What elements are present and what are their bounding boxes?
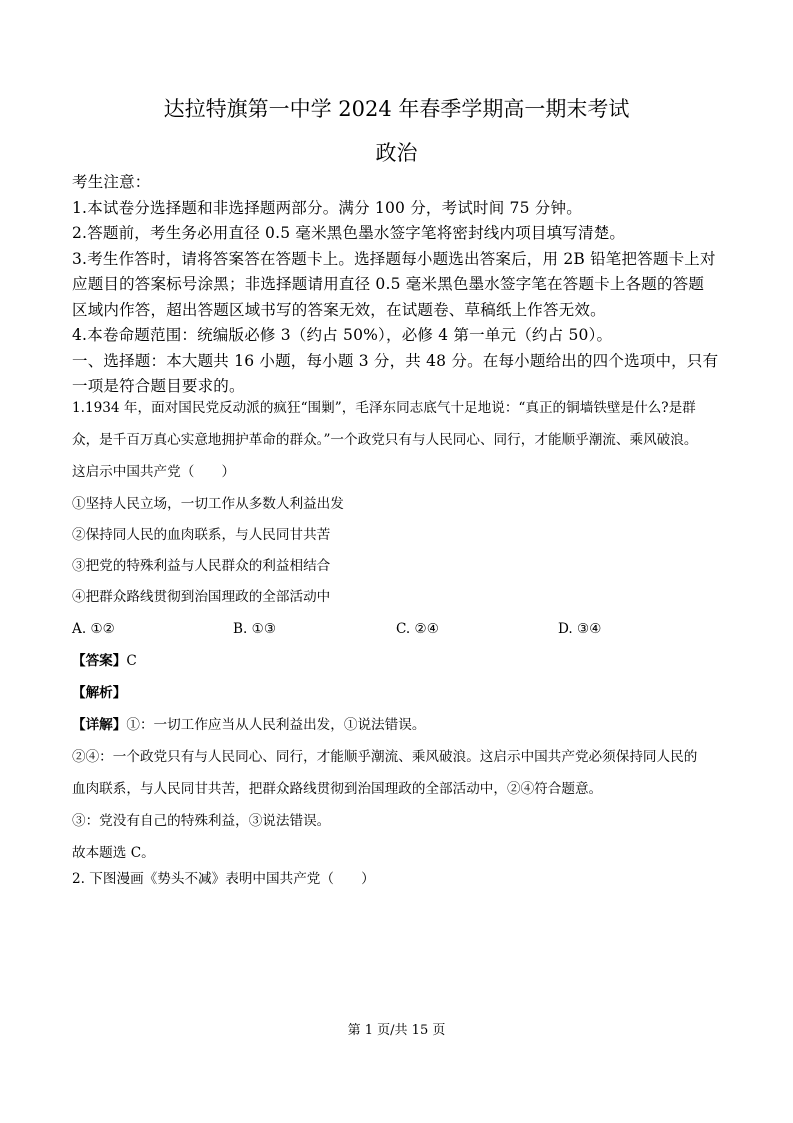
detail-label: 【详解】 [72,717,127,733]
notice-item: 1.本试卷分选择题和非选择题两部分。满分 100 分，考试时间 75 分钟。 [72,198,582,217]
option-a: A. ①② [72,621,115,637]
analysis-line [72,683,732,703]
stem-line: 众，是千百万真心实意地拥护革命的群众。”一个政党只有与人民同心、同行，才能顺乎潮流、乘风破浪。 [72,432,698,448]
option-c: C. ②④ [396,621,439,637]
question-1-options [72,619,732,639]
question-2-stem: 2. 下图漫画《势头不减》表明中国共产党（ ） [72,871,375,887]
exam-notice [72,170,732,400]
notice-item: 4.本卷命题范围：统编版必修 3（约占 50%），必修 4 第一单元（约占 50）。 [72,326,613,344]
statement: ③把党的特殊利益与人民群众的利益相结合 [72,558,331,574]
detail-section [72,715,732,863]
detail-line: 故本题选 C。 [72,845,155,861]
detail-line: ③：党没有自己的特殊利益，③说法错误。 [72,813,331,829]
notice-item: 2.答题前，考生务必用直径 0.5 毫米黑色墨水签字笔将密封线内项目填写清楚。 [72,224,626,242]
stem-line: 这启示中国共产党（ ） [72,464,236,480]
statement: ②保持同人民的血肉联系，与人民同甘共苦 [72,527,331,543]
answer-line [72,651,732,671]
statement: ①坚持人民立场，一切工作从多数人利益出发 [72,496,344,512]
page-footer: 第 1 页/共 15 页 [347,1023,446,1038]
section-instruction: 一项是符合题目要求的。 [72,377,245,395]
option-b: B. ①③ [233,621,277,637]
stem-line: 1.1934 年，面对国民党反动派的疯狂“围剿”，毛泽东同志底气十足地说：“真正的铜墙铁壁是什么?是群 [72,400,696,416]
subject-title: 政治 [375,141,418,165]
analysis-label: 【解析】 [72,685,127,701]
statement: ④把群众路线贯彻到治国理政的全部活动中 [72,589,331,605]
notice-item: 3.考生作答时，请将答案答在答题卡上。选择题每小题选出答案后，用 2B 铅笔把答题卡上对 [72,249,716,268]
answer-label: 【答案】 [72,653,127,669]
detail-line: 血肉联系，与人民同甘共苦，把群众路线贯彻到治国理政的全部活动中，②④符合题意。 [72,781,603,797]
question-1-stem [72,398,732,482]
notice-item: 应题目的答案标号涂黑；非选择题请用直径 0.5 毫米黑色墨水签字笔在答题卡上各题的答题 [72,275,705,293]
exam-title: 达拉特旗第一中学 2024 年春季学期高一期末考试 [163,97,630,121]
option-d: D. ③④ [558,621,602,637]
question-1-statements [72,494,732,607]
detail-text: ①：一切工作应当从人民利益出发，①说法错误。 [126,717,426,733]
notice-heading: 考生注意： [72,173,151,191]
answer-value: C [126,653,137,669]
detail-line [72,715,732,735]
notice-item: 区域内作答，超出答题区域书写的答案无效，在试题卷、草稿纸上作答无效。 [72,300,606,319]
detail-line: ②④：一个政党只有与人民同心、同行，才能顺乎潮流、乘风破浪。这启示中国共产党必须保持同人民的 [72,749,698,765]
section-instruction: 一、选择题：本大题共 16 小题，每小题 3 分，共 48 分。在每小题给出的四个选项中，只有 [72,351,719,370]
